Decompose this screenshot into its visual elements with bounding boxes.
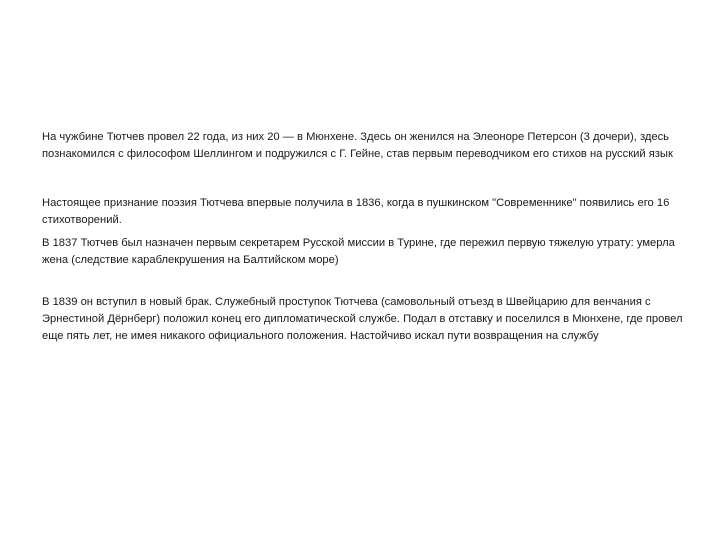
paragraph-turin: В 1837 Тютчев был назначен первым секретарем Русской миссии в Турине, где пережил первую тяжелую утрату: умерла жена (следствие караблекрушения на Балтийском море) — [42, 237, 675, 266]
paragraph-second-marriage: В 1839 он вступил в новый брак. Служебный проступок Тютчева (самовольный отъезд в Швейцарию для венчания с Эрнестиной Дёрнберг) положил конец его дипломатической службе. Подал в отставку и поселился в Мюнхене, где провел еще пять лет, не имея никакого официального положения. Настойчиво искал пути возвращения на службу — [42, 296, 683, 342]
paragraph-recognition: Настоящее признание поэзия Тютчева впервые получила в 1836, когда в пушкинском "Современнике" появились его 16 стихотворений. — [42, 197, 670, 226]
paragraph-munich: На чужбине Тютчев провел 22 года, из них 20 — в Мюнхене. Здесь он женился на Элеоноре Петерсон (3 дочери), здесь познакомился с философом Шеллингом и подружился с Г. Гейне, став первым переводчиком его стихов на русский язык — [42, 131, 673, 160]
